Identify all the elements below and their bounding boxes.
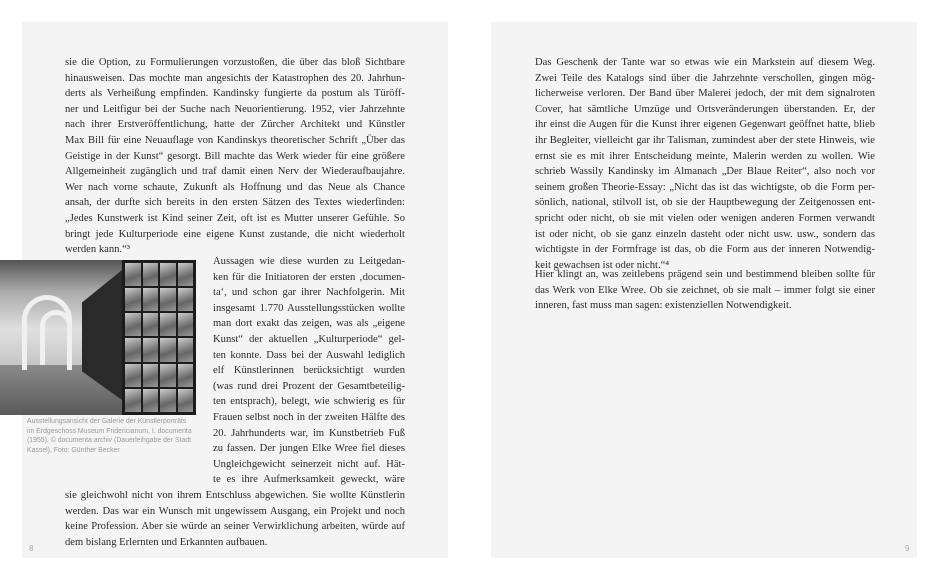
portrait-thumbnail [160, 364, 176, 387]
text-line: Ungleichgewicht seinerzeit nicht auf. Hät- [213, 458, 405, 470]
text-line: ernst sie es mit ihrer Entscheidung meinte, Malerin werden zu wollen. Wie [535, 150, 875, 162]
text-line: ihr Begleiter, vielleicht gar ihr Talisman, zumindest aber der stete Hinweis, wie [535, 134, 875, 146]
text-line: ten entsprach), belegt, wie schwierig es für [213, 396, 405, 408]
portrait-thumbnail [143, 313, 159, 336]
text-line: Zwei Teile des Katalogs sind über die Jahrzehnte verschollen, gingen mög- [535, 72, 875, 84]
text-line: dem bislang Erlernten und Erkannten aufbauen. [65, 536, 268, 548]
portrait-thumbnail [143, 364, 159, 387]
text-line: Hier klingt an, was zeitlebens prägend sein und bestimmend bleiben sollte für [535, 269, 875, 280]
text-line: Das Geschenk der Tante war so etwas wie ein Markstein auf diesem Weg. [535, 57, 875, 68]
text-line: elf Künstlerinnen berücksichtigt wurden [213, 365, 405, 377]
caption-line: im Erdgeschoss Museum Fridericianum, I. documenta [27, 427, 192, 435]
text-line: (was rund drei Prozent der Gesamtbeteilig- [213, 380, 405, 392]
text-line: schrieb Wassily Kandinsky im Almanach „Der Blaue Reiter“, also noch vor [535, 166, 875, 178]
text-line: 20. Jahrhunderts war, im Kunstbetrieb Fuß [213, 427, 405, 439]
right-paragraph-1 [535, 55, 875, 273]
text-line: ist oder nicht, ob sie ganz einzeln dasteht oder nicht usw. usw., sondern das [535, 228, 875, 240]
portrait-thumbnail [178, 389, 194, 412]
text-line: licherweise verloren. Der Band über Malerei jedoch, der mit dem signalroten [535, 88, 875, 100]
text-line: werden. Das war ein Wunsch mit ungewissem Ausgang, ein Projekt und noch [65, 505, 405, 517]
text-line: ihr einst die Augen für die Kunst ihrer eigenen Gegenwart geöffnet hatte, blieb [535, 119, 875, 131]
portrait-thumbnail [160, 313, 176, 336]
text-line: seinem großen Theorie-Essay: „Nicht das ist das wichtigste, ob die Form per- [535, 181, 875, 193]
portrait-thumbnail [160, 263, 176, 286]
text-line: inneren, fast muss man sagen: existenziellen Notwendigkeit. [535, 300, 792, 312]
photo-caption [27, 417, 197, 455]
text-line: ansah, der durfte sich bereits in den ersten Sätzen des Textes wiederfinden: [65, 197, 405, 209]
portrait-thumbnail [160, 288, 176, 311]
portrait-thumbnail [160, 338, 176, 361]
text-line: Allgemeinheit zugänglich und traf damit einen Nerv der Wiederaufbaujahre. [65, 166, 405, 178]
portrait-thumbnail [125, 364, 141, 387]
text-line: sönlich, national, stilvoll ist, ob sie der Hauptbewegung der Zeitgenossen ent- [535, 197, 875, 209]
portrait-thumbnail [143, 338, 159, 361]
text-line: spricht oder nicht, ob sie mit vielen oder wenigen anderen Formen verwandt [535, 212, 875, 224]
text-line: derts als Verheißung empfinden. Kandinsky fungierte da postum als Türöff- [65, 88, 405, 100]
text-line: Cover, hat sämtliche Umzüge und Ortsveränderungen überstanden. Er, der [535, 103, 875, 115]
portrait-thumbnail [143, 288, 159, 311]
portrait-thumbnail [125, 263, 141, 286]
right-paragraph-2 [535, 267, 875, 314]
caption-line: Ausstellungsansicht der Galerie der Künstlerporträts [27, 418, 187, 425]
text-line: keit gewachsen ist oder nicht.“⁴ [535, 259, 670, 271]
portrait-thumbnail [125, 288, 141, 311]
text-line: werden kann.“³ [65, 244, 130, 256]
text-line: bringt jede Kulturperiode eine eigene Kunst zustande, die nicht wiederholt [65, 228, 405, 240]
left-paragraph-2-wide [65, 488, 405, 550]
text-line: te es ihre Aufmerksamkeit geweckt, wäre [213, 474, 405, 486]
caption-line: (1955), © documenta archiv (Dauerleihgabe der Stadt [27, 437, 192, 445]
portrait-thumbnail [125, 389, 141, 412]
text-line: ten konnte. Dass bei der Auswahl lediglich [213, 349, 405, 361]
page-number-left: 8 [29, 544, 34, 553]
page-number-right: 9 [905, 544, 910, 553]
text-line: sie gleichwohl nicht von ihrem Entschluss abgewichen. Sie wollte Künstlerin [65, 490, 405, 501]
exhibition-photo [0, 260, 196, 415]
portrait-thumbnail [178, 263, 194, 286]
text-line: man dort exakt das zeigen, was als „eigene [213, 318, 405, 330]
left-paragraph-2-narrow [213, 254, 405, 488]
portrait-thumbnail [178, 364, 194, 387]
text-line: hinausweisen. Das mochte man angesichts der Katastrophen des 20. Jahrhun- [65, 72, 405, 84]
text-line: keine Profession. Aber sie würde an seiner Verwirklichung arbeiten, würde auf [65, 521, 405, 533]
text-line: Aussagen wie diese wurden zu Leitgedan- [213, 256, 405, 267]
text-line: ken für die Initiatoren der ersten ‚documen- [213, 271, 405, 283]
portrait-thumbnail [143, 389, 159, 412]
text-line: Kunst“ der aktuellen „Kulturperiode“ gel- [213, 333, 405, 345]
text-line: das Werk von Elke Wree. Ob sie zeichnet, ob sie malt – immer folgt sie einer [535, 284, 875, 296]
photo-arch [40, 310, 72, 365]
text-line: Geistige in der Kunst“ gesorgt. Bill machte das Werk wieder für eine größere [65, 150, 405, 162]
text-line: nach ihrer Erstveröffentlichung, hatte der Zürcher Architekt und Künstler [65, 119, 405, 131]
portrait-thumbnail [178, 288, 194, 311]
portrait-thumbnail [125, 313, 141, 336]
portrait-wall [122, 260, 196, 415]
text-line: sie die Option, zu Formulierungen vorzustoßen, die über das bloß Sichtbare [65, 57, 405, 68]
text-line: Max Bill für eine Neuauflage von Kandinskys theoretischer Schrift „Über das [65, 134, 405, 146]
text-line: „Jedes Kunstwerk ist Kind seiner Zeit, oft ist es Mutter unserer Gefühle. So [65, 212, 405, 224]
portrait-thumbnail [125, 338, 141, 361]
portrait-thumbnail [143, 263, 159, 286]
left-paragraph-1 [65, 55, 405, 258]
text-line: insgesamt 1.770 Ausstellungsstücken wollte [213, 302, 405, 314]
text-line: Frauen selbst noch in der zweiten Hälfte des [213, 411, 405, 423]
portrait-thumbnail [178, 313, 194, 336]
text-line: ner und Leitfigur bei der Suche nach Neuorientierung. 1952, vier Jahrzehnte [65, 103, 405, 115]
portrait-thumbnail [160, 389, 176, 412]
caption-line: Kassel), Foto: Günther Becker [27, 446, 120, 454]
portrait-thumbnail [178, 338, 194, 361]
text-line: ta‘, und schon gar ihrer Nachfolgerin. Mit [213, 287, 405, 299]
text-line: wichtigste in der Formfrage ist das, ob die Form aus der inneren Notwendig- [535, 244, 875, 256]
text-line: Wer nach vorne schaute, Zukunft als Hoffnung und das Neue als Chance [65, 181, 405, 193]
text-line: zu fassen. Der jungen Elke Wree fiel dieses [213, 443, 405, 455]
